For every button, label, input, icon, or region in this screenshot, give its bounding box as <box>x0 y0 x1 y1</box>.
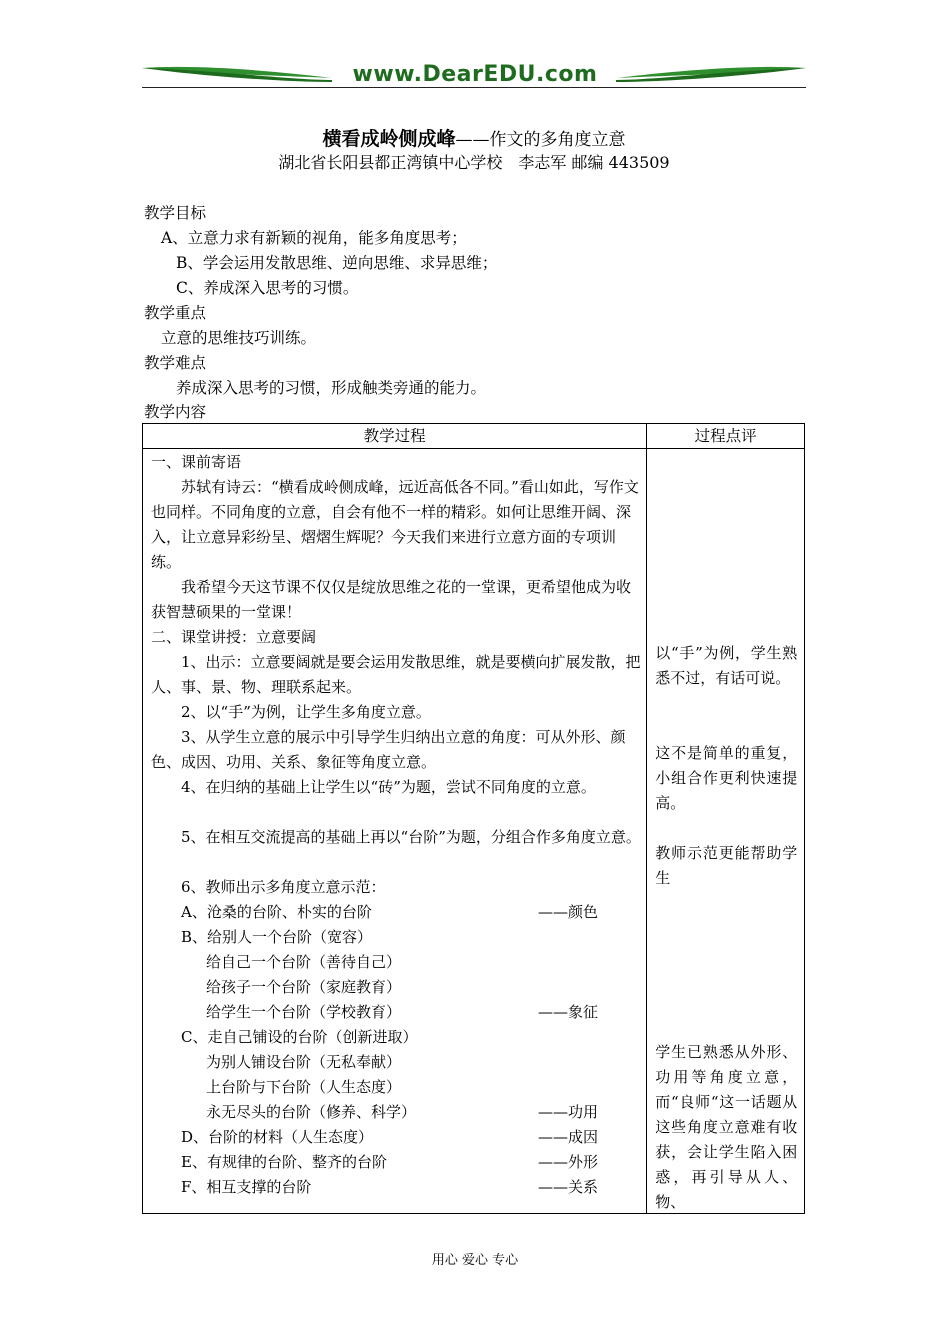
example-row <box>151 1125 671 1150</box>
example-row <box>151 1050 696 1075</box>
example-row <box>151 1025 671 1050</box>
comment-4: 学生已熟悉从外形、功用等角度立意，而“良师“这一话题从这些角度立意难有收获，会让学生陷入困惑，再引导从人、物、 <box>655 1043 798 1211</box>
page-footer: 用心 爱心 专心 <box>431 1253 519 1268</box>
example-text: 上台阶与下台阶（人生态度） <box>206 1078 402 1096</box>
section-1-title: 一、课前寄语 <box>151 453 242 471</box>
objective-item-b: B、学会运用发散思维、逆向思维、求异思维； <box>176 254 498 272</box>
section-2-item-3: 3、从学生立意的展示中引导学生归纳出立意的角度：可从外形、颜色、成因、功用、关系、象征等角度立意。 <box>151 728 626 771</box>
example-row <box>151 925 671 950</box>
example-text: E、有规律的台阶、整齐的台阶 <box>181 1153 387 1171</box>
example-text: C、走自己铺设的台阶（创新进取） <box>181 1028 418 1046</box>
example-tag: ——颜色 <box>538 903 599 921</box>
example-text: 为别人铺设台阶（无私奉献） <box>206 1053 402 1071</box>
comment-cell <box>647 449 805 1214</box>
example-tag: ——成因 <box>538 1128 599 1146</box>
example-tag: ——关系 <box>538 1178 599 1196</box>
section-2-item-2: 2、以“手”为例，让学生多角度立意。 <box>181 703 431 721</box>
comment-3: 教师示范更能帮助学生 <box>655 844 798 887</box>
content-heading: 教学内容 <box>144 403 207 421</box>
header-divider <box>142 87 806 88</box>
example-tag: ——外形 <box>538 1153 599 1171</box>
example-row <box>151 1000 696 1025</box>
example-text: 永无尽头的台阶（修养、科学） <box>206 1103 417 1121</box>
table-header-row <box>143 424 805 449</box>
difficulty-text: 养成深入思考的习惯，形成触类旁通的能力。 <box>176 379 487 397</box>
section-1-paragraph-1: 苏轼有诗云：“横看成岭侧成峰，远近高低各不同。”看山如此，写作文也同样。不同角度的立意，自会有他不一样的精彩。如何让思维开阔、深入，让立意异彩纷呈、熠熠生辉呢？今天我们来进行立意方面的专项训练。 <box>151 478 639 571</box>
process-cell <box>143 449 647 1214</box>
document-title <box>142 124 806 151</box>
section-2-title: 二、课堂讲授：立意要阔 <box>151 628 317 646</box>
example-text: B、给别人一个台阶（宽容） <box>181 928 373 946</box>
example-row <box>151 1175 671 1200</box>
objective-item-c: C、养成深入思考的习惯。 <box>176 279 359 297</box>
site-logo[interactable]: www.DearEDU.com <box>352 62 598 87</box>
comment-2: 这不是简单的重复，小组合作更利快速提高。 <box>655 744 798 812</box>
section-2-item-1: 1、出示：立意要阔就是要会运用发散思维，就是要横向扩展发散，把人、事、景、物、理联系起来。 <box>151 653 641 696</box>
example-text: 给学生一个台阶（学校教育） <box>206 1003 402 1021</box>
example-row <box>151 900 671 925</box>
title-main: 横看成岭侧成峰 <box>322 128 456 150</box>
example-text: A、沧桑的台阶、朴实的台阶 <box>181 903 372 921</box>
objectives-heading: 教学目标 <box>144 204 207 222</box>
example-row <box>151 1150 671 1175</box>
example-text: 给孩子一个台阶（家庭教育） <box>206 978 402 996</box>
example-row <box>151 1100 696 1125</box>
key-point-heading: 教学重点 <box>144 304 207 322</box>
example-text: 给自己一个台阶（善待自己） <box>206 953 402 971</box>
objective-item-a: A、立意力求有新颖的视角，能多角度思考； <box>161 229 467 247</box>
key-point-text: 立意的思维技巧训练。 <box>161 329 317 347</box>
section-1-paragraph-2: 我希望今天这节课不仅仅是绽放思维之花的一堂课，更希望他成为收获智慧硕果的一堂课！ <box>151 578 632 621</box>
table-row <box>143 449 805 1214</box>
example-text: F、相互支撑的台阶 <box>181 1178 312 1196</box>
lesson-table <box>142 423 805 1214</box>
difficulty-heading: 教学难点 <box>144 354 207 372</box>
section-2-item-5: 5、在相互交流提高的基础上再以“台阶”为题，分组合作多角度立意。 <box>181 828 641 846</box>
example-tag: ——象征 <box>538 1003 599 1021</box>
section-2-item-6: 6、教师出示多角度立意示范： <box>181 878 386 896</box>
example-row <box>151 1075 696 1100</box>
example-tag: ——功用 <box>538 1103 599 1121</box>
section-2-item-4: 4、在归纳的基础上让学生以“砖”为题，尝试不同角度的立意。 <box>181 778 596 796</box>
author-line: 湖北省长阳县都正湾镇中心学校 李志军 邮编 443509 <box>278 153 670 172</box>
column-header-process: 教学过程 <box>143 424 647 449</box>
comment-1: 以“手”为例，学生熟悉不过，有话可说。 <box>655 644 798 687</box>
example-text: D、台阶的材料（人生态度） <box>181 1128 374 1146</box>
example-row <box>151 975 696 1000</box>
example-row <box>151 950 696 975</box>
title-sub: ——作文的多角度立意 <box>455 130 626 150</box>
column-header-comment: 过程点评 <box>647 424 805 449</box>
